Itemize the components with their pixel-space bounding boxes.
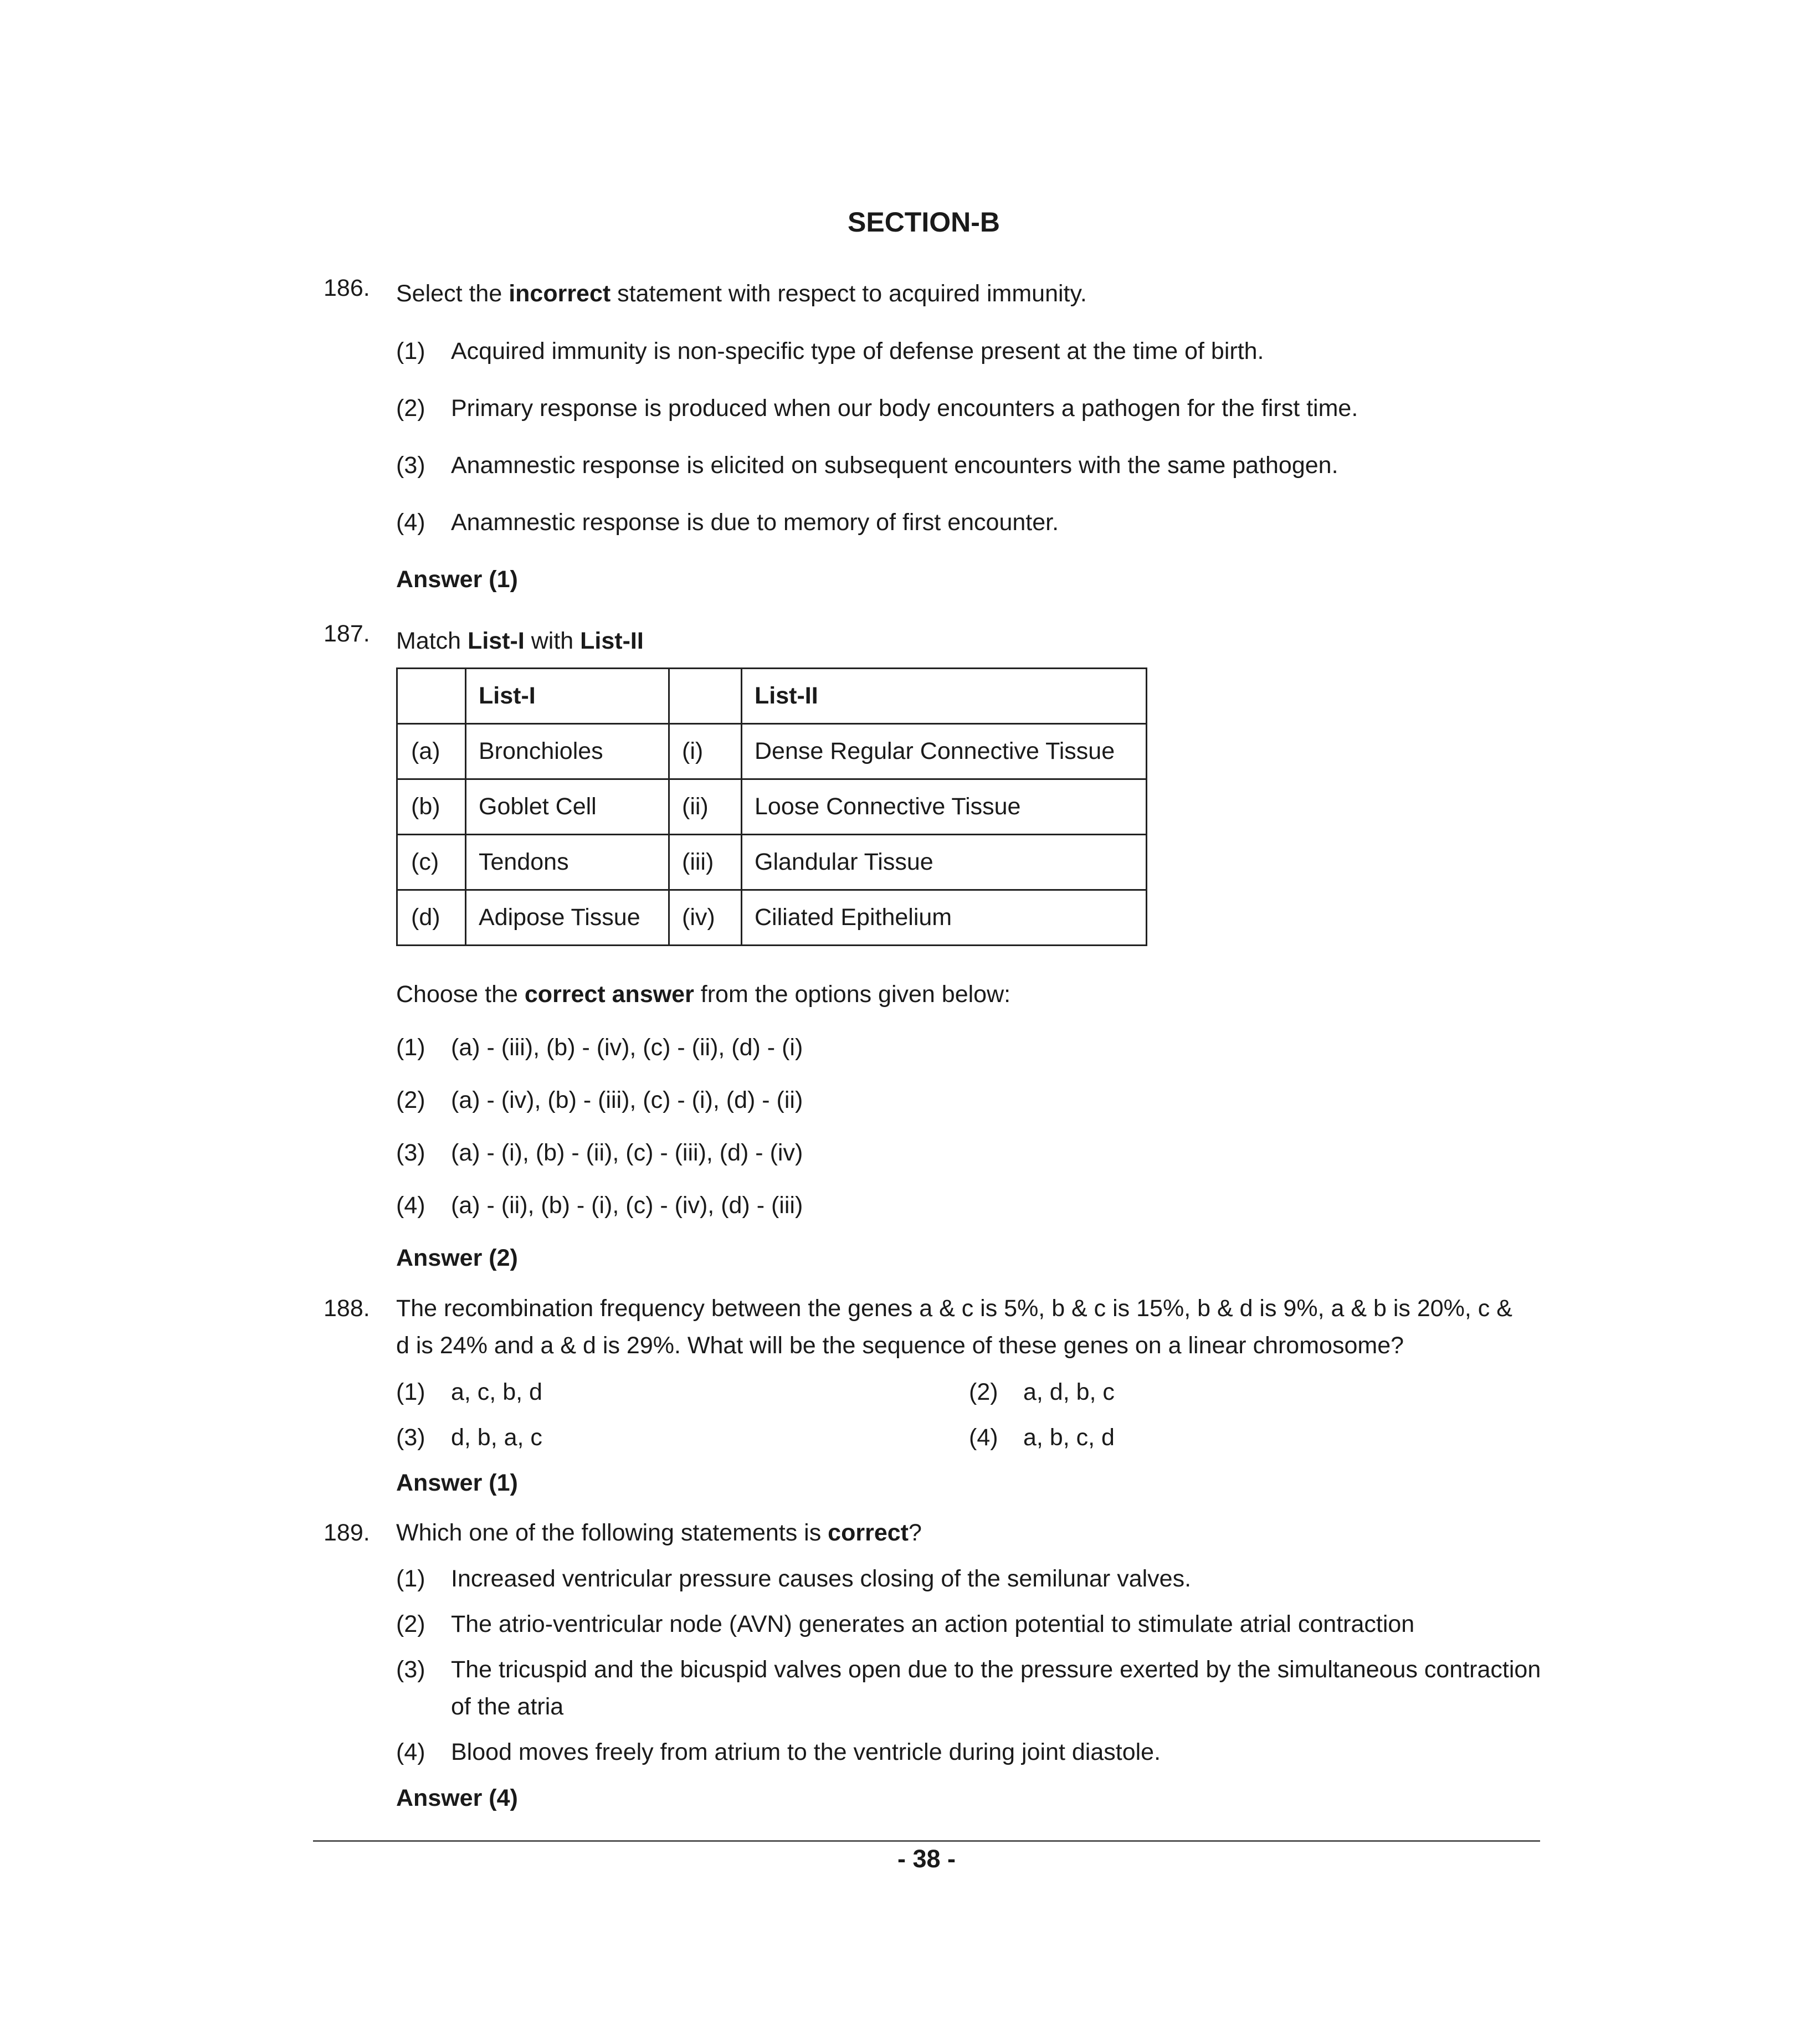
q187-stem-pre: Match — [396, 628, 468, 654]
match-table-header-row — [397, 669, 1147, 724]
q186-number: 186. — [324, 275, 370, 301]
list2-item: Loose Connective Tissue — [742, 779, 1147, 835]
q187-option-4-num: (4) — [396, 1192, 425, 1219]
list2-item: Glandular Tissue — [742, 835, 1147, 890]
q189-option-4-text: Blood moves freely from atrium to the ventricle during joint diastole. — [451, 1739, 1161, 1765]
q188-stem-line2: d is 24% and a & d is 29%. What will be the sequence of these genes on a linear chromosome? — [396, 1332, 1404, 1359]
table-row — [397, 835, 1147, 890]
header-list2: List-II — [742, 669, 1147, 724]
q187-choose-post: from the options given below: — [694, 981, 1011, 1008]
q187-stem-mid: with — [524, 628, 581, 654]
list1-key: (c) — [397, 835, 466, 890]
q188-option-2-num: (2) — [969, 1379, 998, 1405]
q187-stem-bold-list2: List-II — [580, 628, 644, 654]
q186-stem-post: statement with respect to acquired immunity. — [610, 280, 1087, 307]
q187-choose-pre: Choose the — [396, 981, 525, 1008]
q187-stem — [396, 628, 644, 655]
q187-option-4-text: (a) - (ii), (b) - (i), (c) - (iv), (d) - (iii) — [451, 1192, 803, 1219]
list2-key: (iv) — [669, 890, 742, 946]
q189-option-3-text: The tricuspid and the bicuspid valves open due to the pressure exerted by the simultaneous contraction — [451, 1656, 1541, 1683]
q188-option-4-num: (4) — [969, 1424, 998, 1451]
q188-option-3-num: (3) — [396, 1424, 425, 1451]
list1-key: (a) — [397, 724, 466, 779]
q186-stem-bold: incorrect — [509, 280, 611, 307]
q186-option-4-text: Anamnestic response is due to memory of first encounter. — [451, 509, 1059, 536]
q187-choose-bold: correct answer — [524, 981, 694, 1008]
section-title: SECTION-B — [848, 207, 1000, 238]
list2-key: (i) — [669, 724, 742, 779]
q186-option-2-num: (2) — [396, 395, 425, 422]
q186-stem-pre: Select the — [396, 280, 509, 307]
q188-option-2-text: a, d, b, c — [1023, 1379, 1115, 1405]
q186-option-4-num: (4) — [396, 509, 425, 536]
q186-stem — [396, 280, 1087, 307]
table-row — [397, 890, 1147, 946]
q187-stem-bold-list1: List-I — [468, 628, 525, 654]
q186-option-2-text: Primary response is produced when our body encounters a pathogen for the first time. — [451, 395, 1358, 422]
q188-stem-line1: The recombination frequency between the genes a & c is 5%, b & c is 15%, b & d is 9%, a & b is 20%, c & — [396, 1295, 1512, 1322]
q187-choose-instruction — [396, 981, 1010, 1008]
q189-option-3-num: (3) — [396, 1656, 425, 1683]
q187-option-1-text: (a) - (iii), (b) - (iv), (c) - (ii), (d) - (i) — [451, 1034, 803, 1061]
q188-option-1-num: (1) — [396, 1379, 425, 1405]
header-empty-cell-1 — [397, 669, 466, 724]
q188-option-4-text: a, b, c, d — [1023, 1424, 1115, 1451]
page-number: - 38 - — [897, 1845, 956, 1873]
q187-number: 187. — [324, 620, 370, 647]
q188-number: 188. — [324, 1295, 370, 1322]
header-empty-cell-2 — [669, 669, 742, 724]
list2-item: Dense Regular Connective Tissue — [742, 724, 1147, 779]
footer-divider — [313, 1840, 1540, 1842]
table-row — [397, 724, 1147, 779]
q188-option-3-text: d, b, a, c — [451, 1424, 542, 1451]
list1-item: Bronchioles — [466, 724, 669, 779]
q186-answer: Answer (1) — [396, 566, 518, 593]
list2-key: (ii) — [669, 779, 742, 835]
match-table — [396, 667, 1147, 946]
list1-item: Tendons — [466, 835, 669, 890]
q188-option-1-text: a, c, b, d — [451, 1379, 542, 1405]
q189-stem-pre: Which one of the following statements is — [396, 1519, 828, 1546]
q188-answer: Answer (1) — [396, 1470, 518, 1496]
q189-option-1-text: Increased ventricular pressure causes closing of the semilunar valves. — [451, 1565, 1192, 1592]
q189-option-4-num: (4) — [396, 1739, 425, 1765]
list1-item: Goblet Cell — [466, 779, 669, 835]
q189-option-2-num: (2) — [396, 1611, 425, 1637]
q189-stem — [396, 1519, 922, 1547]
list1-item: Adipose Tissue — [466, 890, 669, 946]
q189-number: 189. — [324, 1519, 370, 1546]
q187-option-2-text: (a) - (iv), (b) - (iii), (c) - (i), (d) - (ii) — [451, 1087, 803, 1113]
q189-option-1-num: (1) — [396, 1565, 425, 1592]
q189-stem-post: ? — [908, 1519, 922, 1546]
q186-option-1-text: Acquired immunity is non-specific type of defense present at the time of birth. — [451, 338, 1264, 364]
q186-option-3-num: (3) — [396, 452, 425, 479]
q189-stem-bold: correct — [828, 1519, 909, 1546]
q187-answer: Answer (2) — [396, 1245, 518, 1271]
q189-option-2-text: The atrio-ventricular node (AVN) generates an action potential to stimulate atrial contraction — [451, 1611, 1415, 1637]
q187-option-2-num: (2) — [396, 1087, 425, 1113]
q187-option-3-text: (a) - (i), (b) - (ii), (c) - (iii), (d) - (iv) — [451, 1139, 803, 1166]
list2-key: (iii) — [669, 835, 742, 890]
q186-option-1-num: (1) — [396, 338, 425, 364]
list1-key: (d) — [397, 890, 466, 946]
list1-key: (b) — [397, 779, 466, 835]
q189-option-3-text-cont: of the atria — [451, 1693, 564, 1720]
list2-item: Ciliated Epithelium — [742, 890, 1147, 946]
q187-option-1-num: (1) — [396, 1034, 425, 1061]
q189-answer: Answer (4) — [396, 1785, 518, 1811]
q187-option-3-num: (3) — [396, 1139, 425, 1166]
header-list1: List-I — [466, 669, 669, 724]
q186-option-3-text: Anamnestic response is elicited on subsequent encounters with the same pathogen. — [451, 452, 1338, 479]
table-row — [397, 779, 1147, 835]
